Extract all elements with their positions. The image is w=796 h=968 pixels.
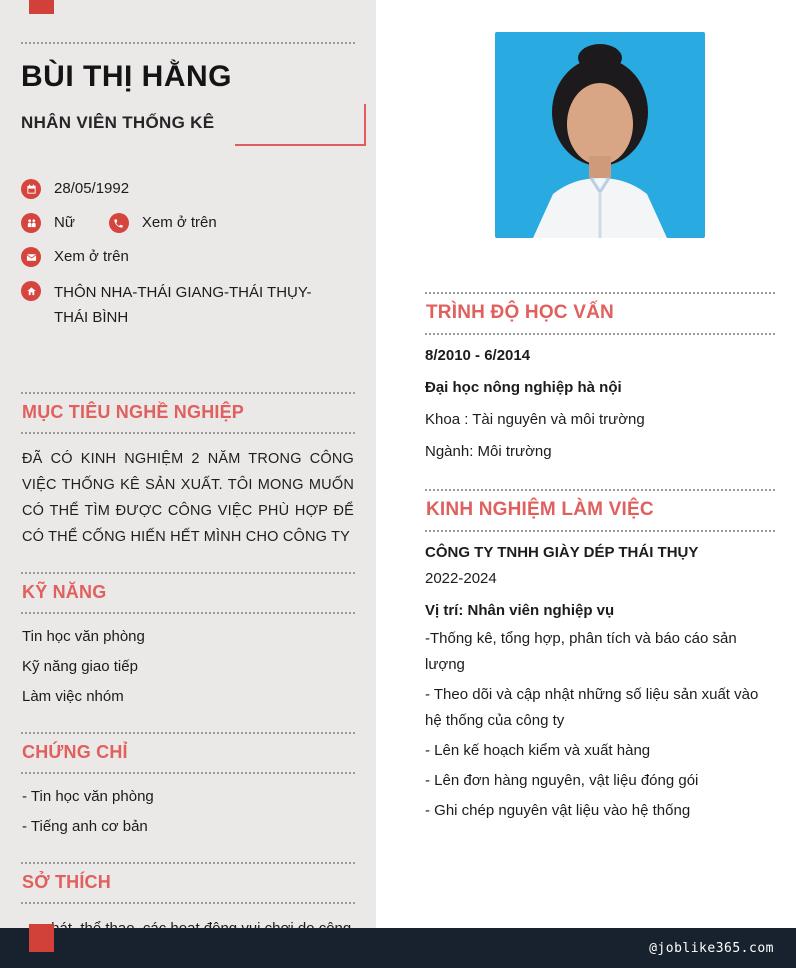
experience-heading: KINH NGHIỆM LÀM VIỆC xyxy=(425,489,775,532)
name-block xyxy=(21,42,355,148)
experience-position: Vị trí: Nhân viên nghiệp vụ xyxy=(425,602,615,619)
education-heading: TRÌNH ĐỘ HỌC VẤN xyxy=(425,292,775,335)
certificates-list xyxy=(22,784,354,840)
decorative-red-tab-bottom xyxy=(29,924,54,952)
experience-block xyxy=(425,542,775,824)
gender-pair xyxy=(21,212,75,234)
candidate-name: BÙI THỊ HẰNG xyxy=(21,60,232,93)
section-experience xyxy=(425,489,775,824)
education-faculty: Khoa : Tài nguyên và môi trường xyxy=(425,411,645,428)
experience-company: CÔNG TY TNHH GIÀY DÉP THÁI THỤY xyxy=(425,544,699,561)
contact-row-address xyxy=(21,280,355,330)
calendar-icon xyxy=(21,179,41,199)
job-title-wrap xyxy=(21,108,355,148)
education-period: 8/2010 - 6/2014 xyxy=(425,347,531,364)
list-item: Tin học văn phòng xyxy=(22,628,145,645)
email-icon xyxy=(21,247,41,267)
decorative-red-tab-top xyxy=(29,0,54,14)
contact-info xyxy=(21,178,355,330)
education-major: Ngành: Môi trường xyxy=(425,443,552,460)
list-item: - Tin học văn phòng xyxy=(22,788,154,805)
list-item: Làm việc nhóm xyxy=(22,688,124,705)
phone-icon xyxy=(109,213,129,233)
section-education xyxy=(425,292,775,463)
contact-row-gender-phone xyxy=(21,212,355,234)
contact-row-email xyxy=(21,246,355,268)
job-title: NHÂN VIÊN THỐNG KÊ xyxy=(21,113,215,132)
profile-photo xyxy=(495,32,705,238)
title-accent-bracket xyxy=(235,104,366,146)
experience-duties xyxy=(425,626,775,824)
list-item: - Lên kế hoạch kiểm và xuất hàng xyxy=(425,742,651,759)
education-school: Đại học nông nghiệp hà nội xyxy=(425,379,622,396)
section-objective xyxy=(21,392,355,550)
footer-bar xyxy=(0,928,796,968)
skills-list xyxy=(22,624,354,710)
gender-value: Nữ xyxy=(54,214,75,231)
address-value: THÔN NHA-THÁI GIANG-THÁI THỤY-THÁI BÌNH xyxy=(54,284,312,326)
home-icon xyxy=(21,281,41,301)
objective-body: ĐÃ CÓ KINH NGHIỆM 2 NĂM TRONG CÔNG VIỆC THỐNG KÊ SẢN XUẤT. TÔI MONG MUỐN CÓ THỂ TÌM ĐƯỢC CÔNG VIỆC PHÙ HỢP ĐỂ CÓ THỂ CỐNG HIẾN HẾT MÌNH CHO CÔNG TY xyxy=(22,451,354,545)
section-certificates xyxy=(21,732,355,840)
contact-row-birthday xyxy=(21,178,355,200)
section-skills xyxy=(21,572,355,710)
main-content xyxy=(376,0,796,928)
list-item: Kỹ năng giao tiếp xyxy=(22,658,138,675)
phone-pair xyxy=(109,212,217,234)
certificates-heading: CHỨNG CHỈ xyxy=(21,732,355,774)
education-block xyxy=(425,345,775,463)
list-item: - Tiếng anh cơ bản xyxy=(22,818,148,835)
list-item: - Ghi chép nguyên vật liệu vào hệ thống xyxy=(425,802,691,819)
list-item: -Thống kê, tổng hợp, phân tích và báo cáo sản lượng xyxy=(425,630,737,673)
birthday-value: 28/05/1992 xyxy=(54,180,130,197)
skills-heading: KỸ NĂNG xyxy=(21,572,355,614)
gender-icon xyxy=(21,213,41,233)
list-item: - Theo dõi và cập nhật những số liệu sản xuất vào hệ thống của công ty xyxy=(425,686,759,729)
experience-period: 2022-2024 xyxy=(425,570,497,587)
phone-value: Xem ở trên xyxy=(141,214,217,231)
email-value: Xem ở trên xyxy=(54,248,129,265)
list-item: - Lên đơn hàng nguyên, vật liệu đóng gói xyxy=(425,772,699,789)
left-sidebar xyxy=(0,0,376,928)
objective-heading: MỤC TIÊU NGHỀ NGHIỆP xyxy=(21,392,355,434)
hobbies-heading: SỞ THÍCH xyxy=(21,862,355,904)
watermark-text: @joblike365.com xyxy=(649,940,774,956)
